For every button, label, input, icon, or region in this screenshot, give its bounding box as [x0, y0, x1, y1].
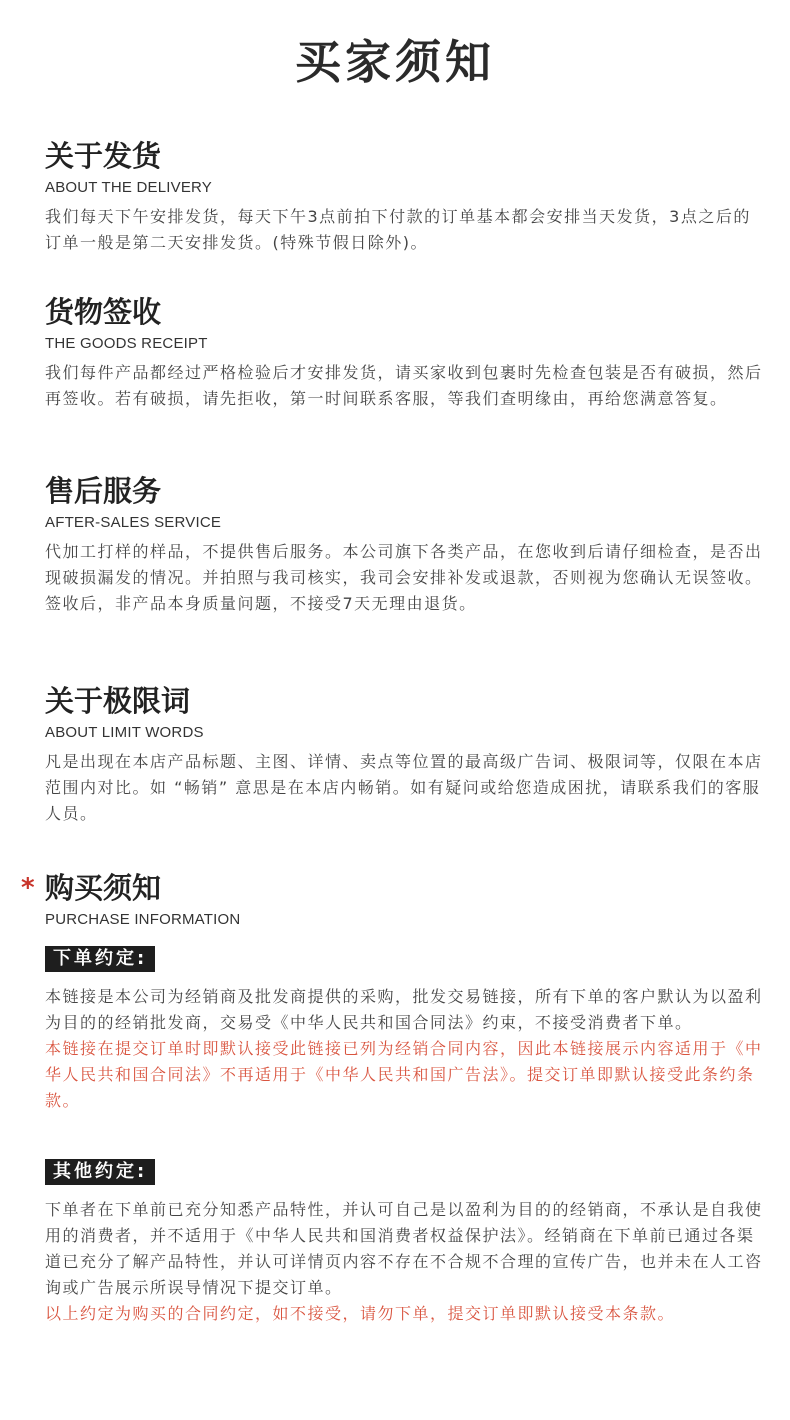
- section-purchase-info: [21, 870, 765, 930]
- section-subtitle: AFTER-SALES SERVICE: [45, 514, 222, 531]
- order-agreement-text-red: 本链接在提交订单时即默认接受此链接已列为经销合同内容，因此本链接展示内容适用于《中华人民共和国合同法》不再适用于《中华人民共和国广告法》。提交订单即默认接受此条约条款。: [45, 1039, 763, 1110]
- section-body: 我们每天下午安排发货，每天下午3点前拍下付款的订单基本都会安排当天发货，3点之后的订单一般是第二天安排发货。(特殊节假日除外)。: [45, 207, 751, 252]
- section-subtitle: THE GOODS RECEIPT: [45, 335, 208, 352]
- section-goods-receipt: [45, 294, 765, 412]
- page-title: 买家须知: [295, 35, 495, 89]
- section-title: 关于极限词: [45, 684, 191, 718]
- section-subtitle: ABOUT THE DELIVERY: [45, 179, 212, 196]
- section-body: 凡是出现在本店产品标题、主图、详情、卖点等位置的最高级广告词、极限词等，仅限在本店范围内对比。如 “畅销” 意思是在本店内畅销。如有疑问或给您造成困扰，请联系我们的客服人员。: [45, 752, 763, 823]
- section-body: 我们每件产品都经过严格检验后才安排发货，请买家收到包裹时先检查包装是否有破损，然后再签收。若有破损，请先拒收，第一时间联系客服，等我们查明缘由，再给您满意答复。: [45, 363, 763, 408]
- section-title: 货物签收: [45, 295, 162, 329]
- section-subtitle: PURCHASE INFORMATION: [45, 911, 241, 928]
- section-title: 售后服务: [45, 474, 162, 508]
- other-agreement: [45, 1159, 765, 1327]
- section-subtitle: ABOUT LIMIT WORDS: [45, 724, 204, 741]
- asterisk-icon: *: [21, 873, 35, 903]
- section-after-sales: [45, 473, 765, 617]
- section-title: 关于发货: [45, 139, 162, 173]
- section-limit-words: [45, 683, 765, 827]
- other-agreement-text-red: 以上约定为购买的合同约定，如不接受，请勿下单，提交订单即默认接受本条款。: [45, 1304, 676, 1323]
- order-agreement-label: 下单约定:: [45, 946, 155, 972]
- section-delivery: [45, 138, 765, 256]
- other-agreement-text: 下单者在下单前已充分知悉产品特性，并认可自己是以盈利为目的的经销商，不承认是自我使用的消费者，并不适用于《中华人民共和国消费者权益保护法》。经销商在下单前已通过各渠道已充分了解产品特性，并认可详情页内容不存在不合规不合理的宣传广告，也并未在人工咨询或广告展示所误导情况下提交订单。: [45, 1200, 763, 1297]
- order-agreement: [45, 946, 765, 1114]
- section-title: 购买须知: [45, 871, 162, 905]
- other-agreement-label: 其他约定:: [45, 1159, 155, 1185]
- order-agreement-text: 本链接是本公司为经销商及批发商提供的采购，批发交易链接，所有下单的客户默认为以盈利为目的的经销批发商，交易受《中华人民共和国合同法》约束，不接受消费者下单。: [45, 987, 763, 1032]
- section-body: 代加工打样的样品，不提供售后服务。本公司旗下各类产品，在您收到后请仔细检查，是否出现破损漏发的情况。并拍照与我司核实，我司会安排补发或退款，否则视为您确认无误签收。签收后，非产品本身质量问题，不接受7天无理由退货。: [45, 542, 763, 613]
